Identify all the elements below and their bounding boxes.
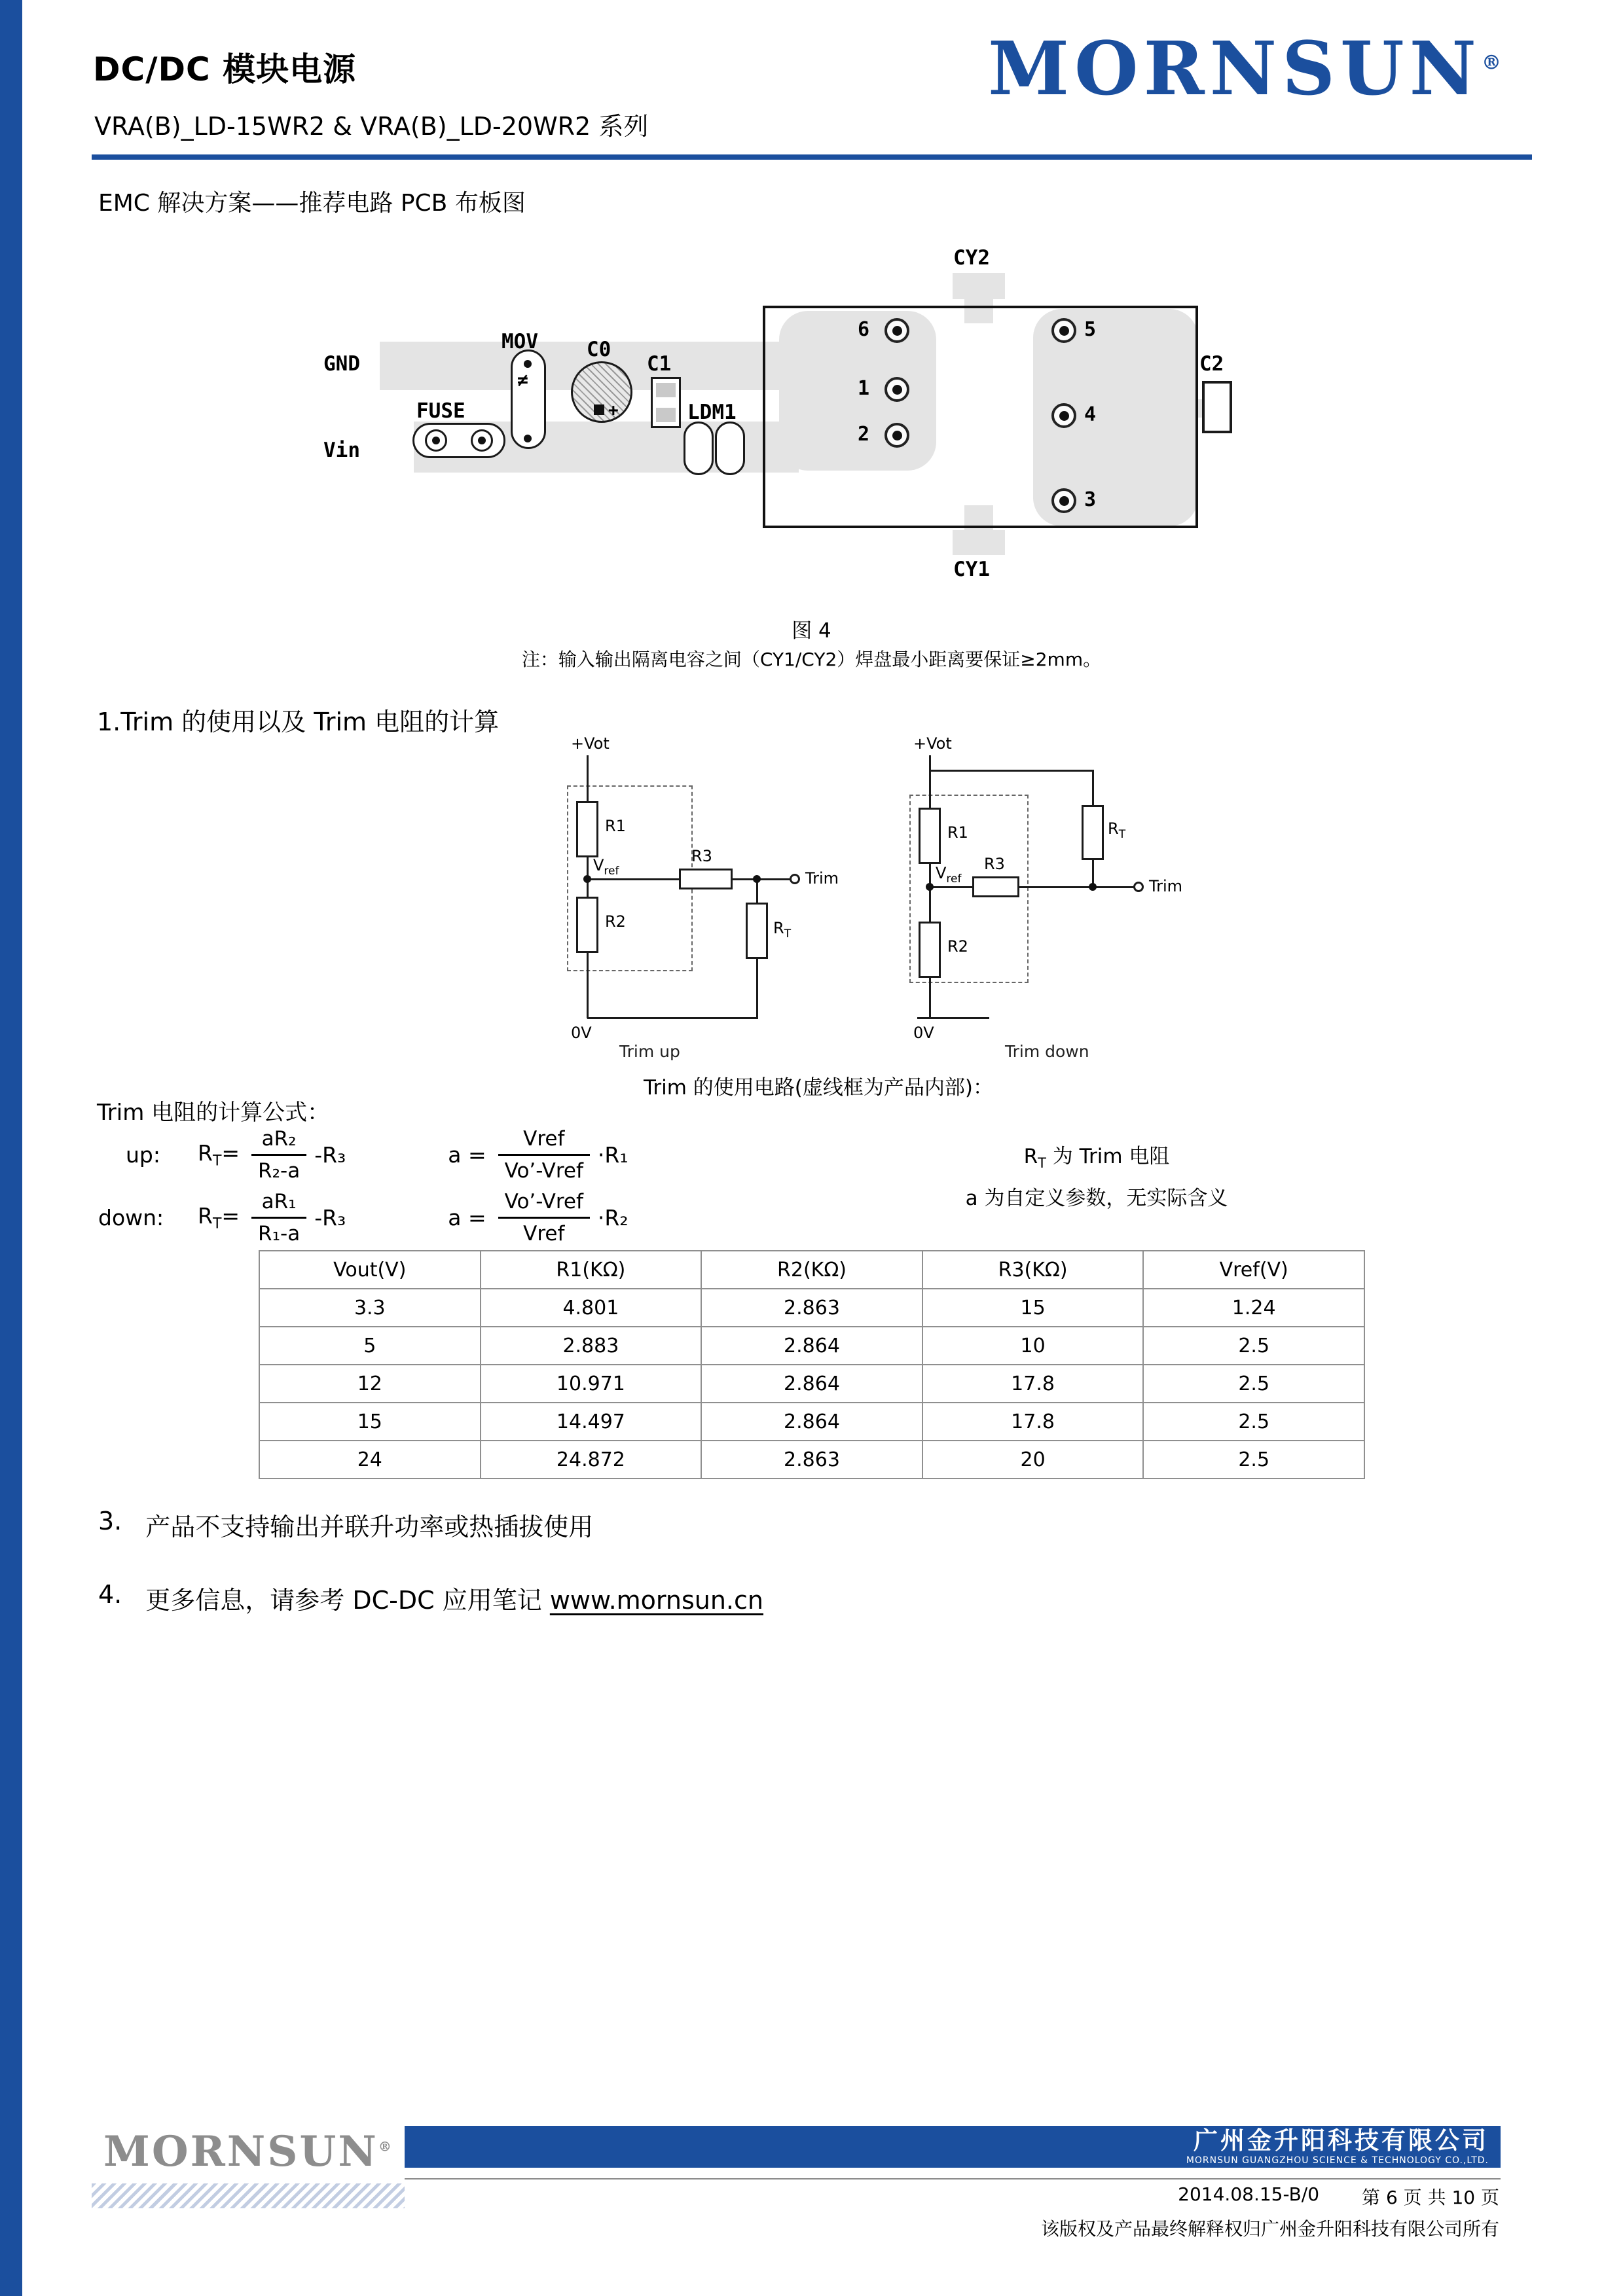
figure-note: 注：输入输出隔离电容之间（CY1/CY2）焊盘最小距离要保证≥2mm。 [521, 649, 1102, 670]
formula-tail: ·R₁ [597, 1142, 629, 1168]
table-cell: 3.3 [259, 1289, 481, 1327]
trim-down-circuit [907, 732, 1195, 1069]
c2-body [1202, 381, 1232, 433]
formula-up [98, 1127, 632, 1183]
rt-definition-note: $R_T$ 为 Trim 电阻 [1023, 1145, 1170, 1172]
table-cell: 10 [922, 1327, 1144, 1365]
pin-pad-1 [884, 377, 909, 402]
fraction: $\frac{\text{aR₁}}{\text{R₁-a}}$ [251, 1190, 306, 1246]
footer-doc-rev: 2014.08.15-B/0 [1178, 2183, 1320, 2205]
a-symbol: a = [448, 1142, 486, 1168]
c1-pad-top [656, 383, 676, 397]
table-cell: 17.8 [922, 1365, 1144, 1403]
r3-label: R3 [984, 855, 1005, 873]
pin-pad-4 [1051, 403, 1076, 428]
zero-v-label: 0V [913, 1024, 934, 1042]
c0-plus-mark: + [608, 401, 619, 420]
pin-pad-5 [1051, 318, 1076, 343]
company-name-en: MORNSUN GUANGZHOU SCIENCE & TECHNOLOGY CO.,LTD. [1186, 2155, 1489, 2166]
footer-company-bar [405, 2126, 1501, 2168]
footer-hatch-stripe [92, 2183, 405, 2208]
rt-symbol: $R_T=$ [198, 1140, 240, 1170]
wire [1092, 770, 1094, 805]
note-text: 更多信息，请参考 DC-DC 应用笔记 www.mornsun.cn [145, 1586, 763, 1615]
wire [930, 770, 1094, 772]
pin-pad-2 [884, 423, 909, 448]
formula-side-notes [913, 1139, 1280, 1216]
formula-down-label: down: [98, 1205, 164, 1230]
fuse-pad-left [425, 429, 447, 452]
table-cell: 17.8 [922, 1403, 1144, 1441]
junction-dot [926, 883, 934, 891]
wire [756, 959, 758, 1018]
page-subtitle: VRA(B)_LD-15WR2 & VRA(B)_LD-20WR2 系列 [94, 112, 649, 141]
table-cell: 2.5 [1143, 1441, 1364, 1479]
trim-parameter-table [259, 1250, 1365, 1479]
wire [930, 886, 1135, 888]
trim-label: Trim [1149, 877, 1183, 895]
mornsun-link[interactable]: www.mornsun.cn [549, 1586, 763, 1615]
formula-tail: -R₃ [314, 1142, 346, 1168]
fuse-pad-right [471, 429, 493, 452]
ldm1-body-right [715, 422, 745, 475]
resistor-r2 [919, 922, 941, 978]
resistor-r3 [679, 869, 733, 889]
note-number: 4. [98, 1580, 122, 1609]
vref-label: $V_{ref}$ [936, 864, 962, 886]
fraction: $\frac{\text{aR₂}}{\text{R₂-a}}$ [251, 1127, 306, 1183]
footer-meta-row [1178, 2183, 1499, 2210]
left-edge-bar [0, 0, 22, 2296]
c0-pad [594, 404, 604, 415]
table-header-row [259, 1251, 1364, 1289]
footer-copyright: 该版权及产品最终解释权归广州金升阳科技有限公司所有 [1040, 2218, 1499, 2240]
table-cell: 2.5 [1143, 1365, 1364, 1403]
table-cell: 2.863 [701, 1289, 922, 1327]
module-outline [763, 306, 1198, 528]
trim-up-caption: Trim up [619, 1042, 680, 1061]
cy2-pad [953, 273, 1005, 299]
table-cell: 20 [922, 1441, 1144, 1479]
ldm1-label: LDM1 [687, 401, 737, 424]
trim-up-circuit [563, 732, 845, 1069]
footer-rule [405, 2178, 1501, 2179]
formula-tail: ·R₂ [597, 1205, 629, 1230]
junction-dot [1089, 883, 1097, 891]
gnd-label: GND [323, 352, 360, 376]
formula-tail: -R₃ [314, 1205, 346, 1230]
company-name-cn: 广州金升阳科技有限公司 [1194, 2126, 1489, 2155]
c1-label: C1 [647, 352, 672, 376]
table-header-cell: Vref(V) [1143, 1251, 1364, 1289]
page-title: DC/DC 模块电源 [93, 50, 357, 88]
trim-section-heading: 1.Trim 的使用以及 Trim 电阻的计算 [97, 708, 500, 736]
table-header-cell: R3(KΩ) [922, 1251, 1144, 1289]
wire [733, 878, 790, 880]
emc-section-heading: EMC 解决方案——推荐电路 PCB 布板图 [98, 190, 526, 217]
vin-label: Vin [323, 439, 360, 462]
mov-label: MOV [501, 330, 538, 353]
formula-up-label: up: [126, 1142, 160, 1168]
fraction: $\frac{\text{Vo’-Vref}}{\text{Vref}}$ [498, 1190, 590, 1246]
rt-label: $R_T$ [773, 919, 792, 941]
pin-number-1: 1 [858, 377, 870, 400]
junction-dot [583, 875, 591, 883]
cy1-label: CY1 [953, 558, 990, 581]
pin-number-2: 2 [858, 423, 870, 446]
resistor-r2 [576, 897, 598, 953]
footer-logo: MORNSUN® [103, 2127, 393, 2176]
r1-label: R1 [947, 823, 968, 842]
table-cell: 2.5 [1143, 1327, 1364, 1365]
ldm1-body-left [684, 422, 714, 475]
junction-dot [753, 875, 761, 883]
resistor-r1 [576, 801, 598, 857]
fuse-label: FUSE [416, 399, 465, 423]
mov-pad-top [524, 360, 532, 368]
table-cell: 24.872 [481, 1441, 702, 1479]
formula-heading: Trim 电阻的计算公式： [97, 1100, 330, 1126]
cy1-pad [953, 530, 1005, 555]
wire [587, 1017, 758, 1019]
note-text: 产品不支持输出并联升功率或热插拔使用 [145, 1513, 594, 1541]
table-cell: 2.883 [481, 1327, 702, 1365]
footer-page-info: 第 6 页 共 10 页 [1362, 2187, 1499, 2208]
trim-terminal [790, 874, 800, 884]
table-cell: 2.864 [701, 1365, 922, 1403]
trim-down-caption: Trim down [1005, 1042, 1089, 1061]
resistor-r1 [919, 808, 941, 864]
pin-pad-3 [1051, 488, 1076, 513]
table-cell: 2.864 [701, 1327, 922, 1365]
brand-logo [988, 26, 1501, 112]
figure-caption: 图 4 [792, 619, 831, 643]
pin-number-4: 4 [1084, 403, 1097, 426]
registered-mark: ® [1482, 51, 1501, 75]
wire [589, 878, 679, 880]
vot-label: +Vot [571, 734, 610, 753]
pin-number-6: 6 [858, 318, 870, 341]
note-number: 3. [98, 1507, 122, 1535]
mov-symbol: ≠ [517, 369, 528, 391]
rt-symbol: $R_T=$ [198, 1203, 240, 1232]
resistor-rt [1082, 805, 1104, 860]
pin-pad-6 [884, 318, 909, 343]
note-item-3 [98, 1507, 593, 1543]
a-definition-note: a 为自定义参数，无实际含义 [965, 1187, 1228, 1211]
table-cell: 1.24 [1143, 1289, 1364, 1327]
table-row [259, 1403, 1364, 1441]
table-cell: 2.5 [1143, 1403, 1364, 1441]
registered-mark: ® [378, 2138, 393, 2155]
mov-pad-bottom [524, 435, 532, 442]
table-cell: 15 [259, 1403, 481, 1441]
resistor-r3 [972, 876, 1019, 897]
r1-label: R1 [605, 817, 626, 835]
wire [917, 1017, 989, 1019]
table-cell: 5 [259, 1327, 481, 1365]
rt-label: $R_T$ [1108, 819, 1126, 841]
fraction: $\frac{\text{Vref}}{\text{Vo’-Vref}}$ [498, 1127, 590, 1183]
wire [756, 880, 758, 903]
table-cell: 10.971 [481, 1365, 702, 1403]
table-row [259, 1289, 1364, 1327]
c2-label: C2 [1199, 352, 1224, 376]
pin-number-5: 5 [1084, 318, 1097, 341]
a-symbol: a = [448, 1205, 486, 1230]
table-header-cell: R2(KΩ) [701, 1251, 922, 1289]
trim-terminal [1133, 882, 1144, 892]
table-row [259, 1327, 1364, 1365]
vot-label: +Vot [913, 734, 952, 753]
pcb-layout-diagram [314, 243, 1309, 597]
table-cell: 2.863 [701, 1441, 922, 1479]
table-header-cell: R1(KΩ) [481, 1251, 702, 1289]
zero-v-label: 0V [571, 1024, 592, 1042]
table-row [259, 1441, 1364, 1479]
formula-down [98, 1190, 632, 1246]
table-header-cell: Vout(V) [259, 1251, 481, 1289]
table-cell: 12 [259, 1365, 481, 1403]
cy2-label: CY2 [953, 246, 990, 270]
table-cell: 15 [922, 1289, 1144, 1327]
header-rule [92, 154, 1532, 160]
table-cell: 4.801 [481, 1289, 702, 1327]
trim-circuit-caption: Trim 的使用电路(虚线框为产品内部)： [644, 1076, 993, 1100]
c1-pad-bottom [656, 408, 676, 422]
c0-label: C0 [587, 338, 611, 361]
note-item-4 [98, 1580, 763, 1616]
vref-label: $V_{ref}$ [593, 856, 619, 878]
resistor-rt [746, 903, 768, 959]
trim-label: Trim [805, 869, 839, 888]
r3-label: R3 [691, 847, 712, 865]
brand-text: MORNSUN [988, 26, 1482, 112]
table-row [259, 1365, 1364, 1403]
r2-label: R2 [605, 912, 626, 931]
pin-number-3: 3 [1084, 488, 1097, 511]
table-cell: 2.864 [701, 1403, 922, 1441]
wire [587, 755, 589, 1018]
r2-label: R2 [947, 937, 968, 956]
table-cell: 14.497 [481, 1403, 702, 1441]
table-cell: 24 [259, 1441, 481, 1479]
